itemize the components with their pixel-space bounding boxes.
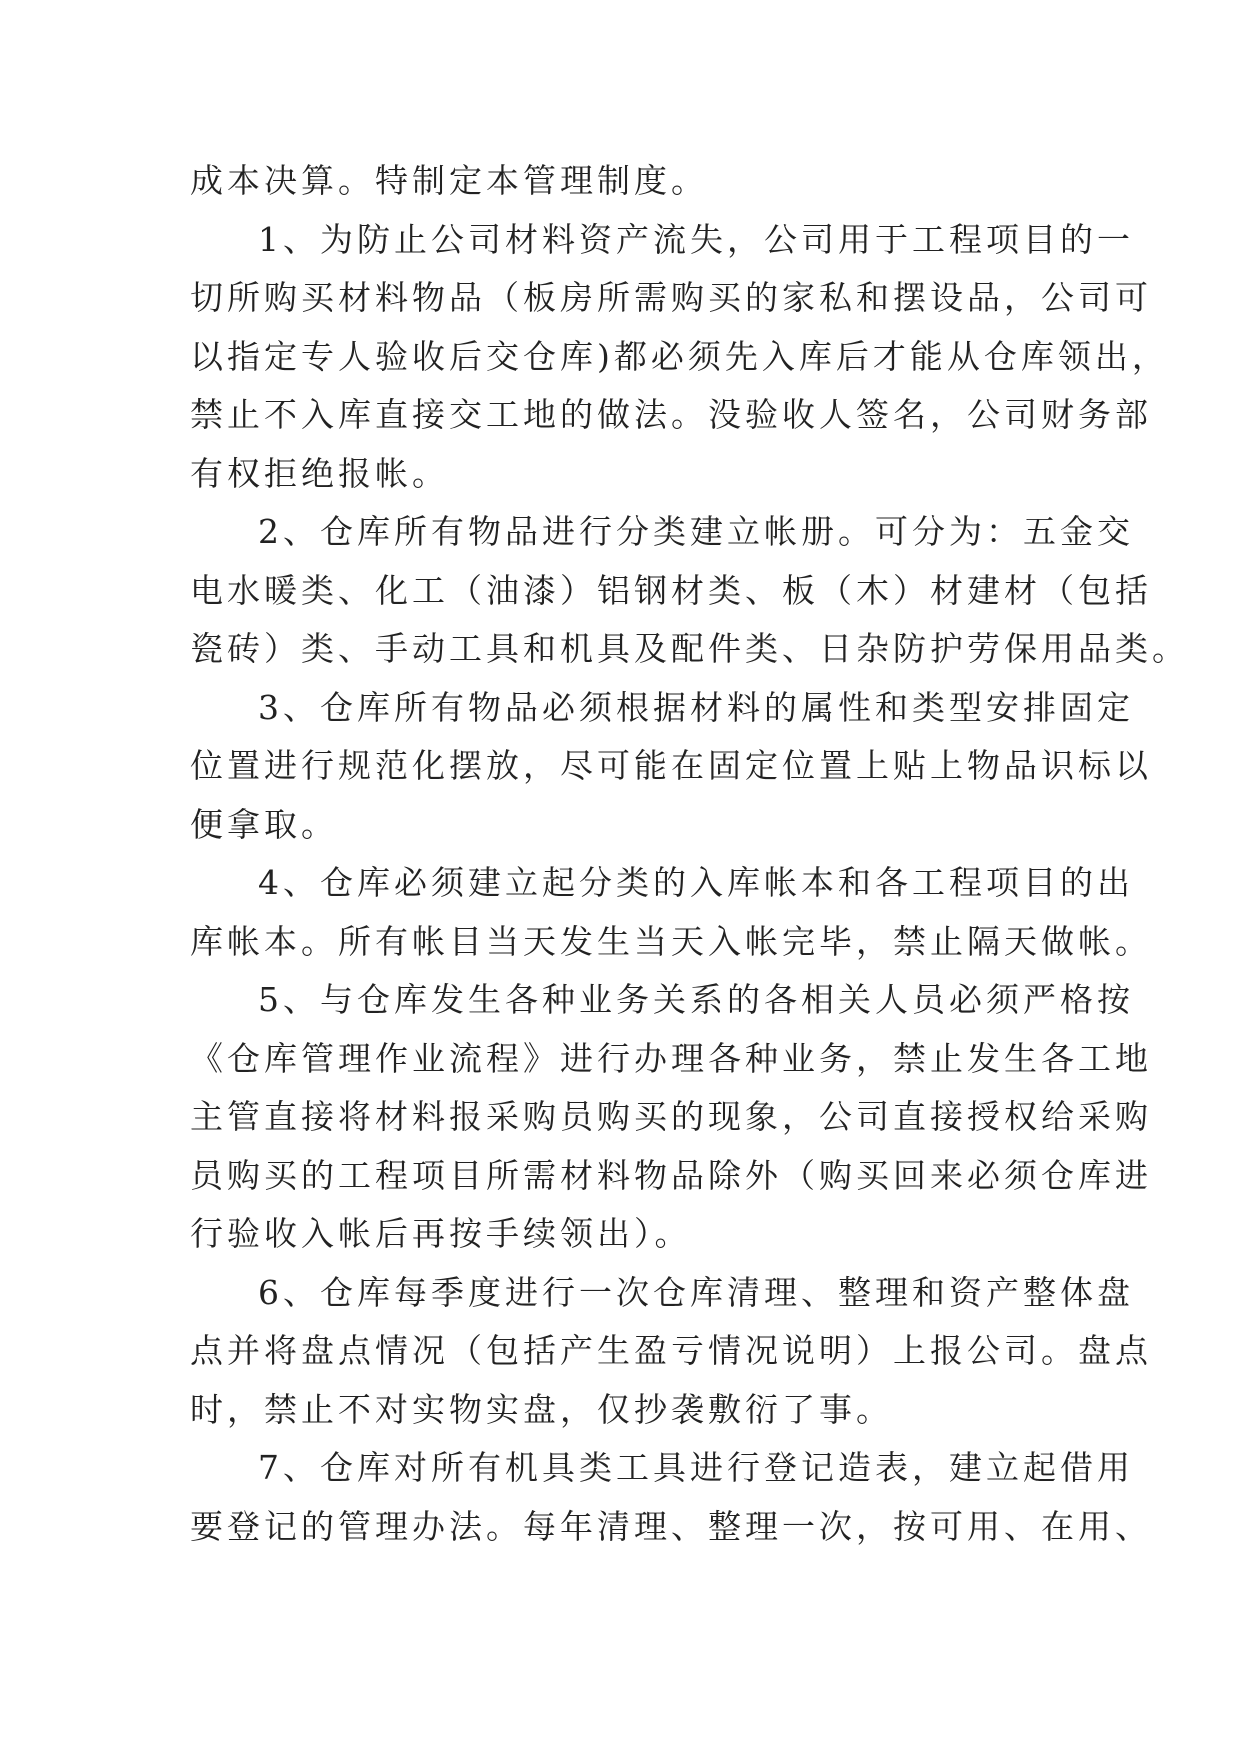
text-line: 行验收入帐后再按手续领出）。 (190, 1214, 692, 1253)
text-line: 位置进行规范化摆放，尽可能在固定位置上贴上物品识标以 (190, 746, 1152, 785)
text-line: 点并将盘点情况（包括产生盈亏情况说明）上报公司。盘点 (190, 1331, 1152, 1370)
text-line: 要登记的管理办法。每年清理、整理一次，按可用、在用、 (190, 1506, 1152, 1546)
text-line-clause-5-start: 5、与仓库发生各种业务关系的各相关人员必须严格按 (258, 980, 1134, 1019)
text-line: 时，禁止不对实物实盘，仅抄袭敷衍了事。 (190, 1389, 893, 1429)
text-line: 电水暖类、化工（油漆）铝钢材类、板（木）材建材（包括 (190, 570, 1152, 610)
text-line-clause-4-start: 4、仓库必须建立起分类的入库帐本和各工程项目的出 (258, 863, 1134, 902)
text-line-clause-6-start: 6、仓库每季度进行一次仓库清理、整理和资产整体盘 (258, 1272, 1134, 1312)
text-line: 《仓库管理作业流程》进行办理各种业务，禁止发生各工地 (190, 1038, 1152, 1078)
text-line-clause-1-start: 1、为防止公司材料资产流失，公司用于工程项目的一 (258, 219, 1134, 259)
text-line: 有权拒绝报帐。 (190, 453, 449, 493)
text-line: 库帐本。所有帐目当天发生当天入帐完毕，禁止隔天做帐。 (190, 921, 1152, 961)
text-line: 以指定专人验收后交仓库)都必须先入库后才能从仓库领出， (190, 336, 1169, 376)
text-line: 便拿取。 (190, 804, 338, 844)
text-line: 员购买的工程项目所需材料物品除外（购买回来必须仓库进 (190, 1155, 1152, 1195)
text-line: 禁止不入库直接交工地的做法。没验收人签名，公司财务部 (190, 395, 1152, 434)
document-body (190, 152, 1189, 1556)
text-line-clause-7-start: 7、仓库对所有机具类工具进行登记造表，建立起借用 (258, 1448, 1134, 1487)
text-line: 切所购买材料物品（板房所需购买的家私和摆设品，公司可 (190, 278, 1152, 317)
text-line: 成本决算。特制定本管理制度。 (190, 161, 708, 200)
text-line-clause-2-start: 2、仓库所有物品进行分类建立帐册。可分为：五金交 (258, 512, 1134, 551)
text-line: 主管直接将材料报采购员购买的现象，公司直接授权给采购 (190, 1097, 1152, 1136)
text-line: 瓷砖）类、手动工具和机具及配件类、日杂防护劳保用品类。 (190, 629, 1189, 668)
text-line-clause-3-start: 3、仓库所有物品必须根据材料的属性和类型安排固定 (258, 687, 1134, 727)
